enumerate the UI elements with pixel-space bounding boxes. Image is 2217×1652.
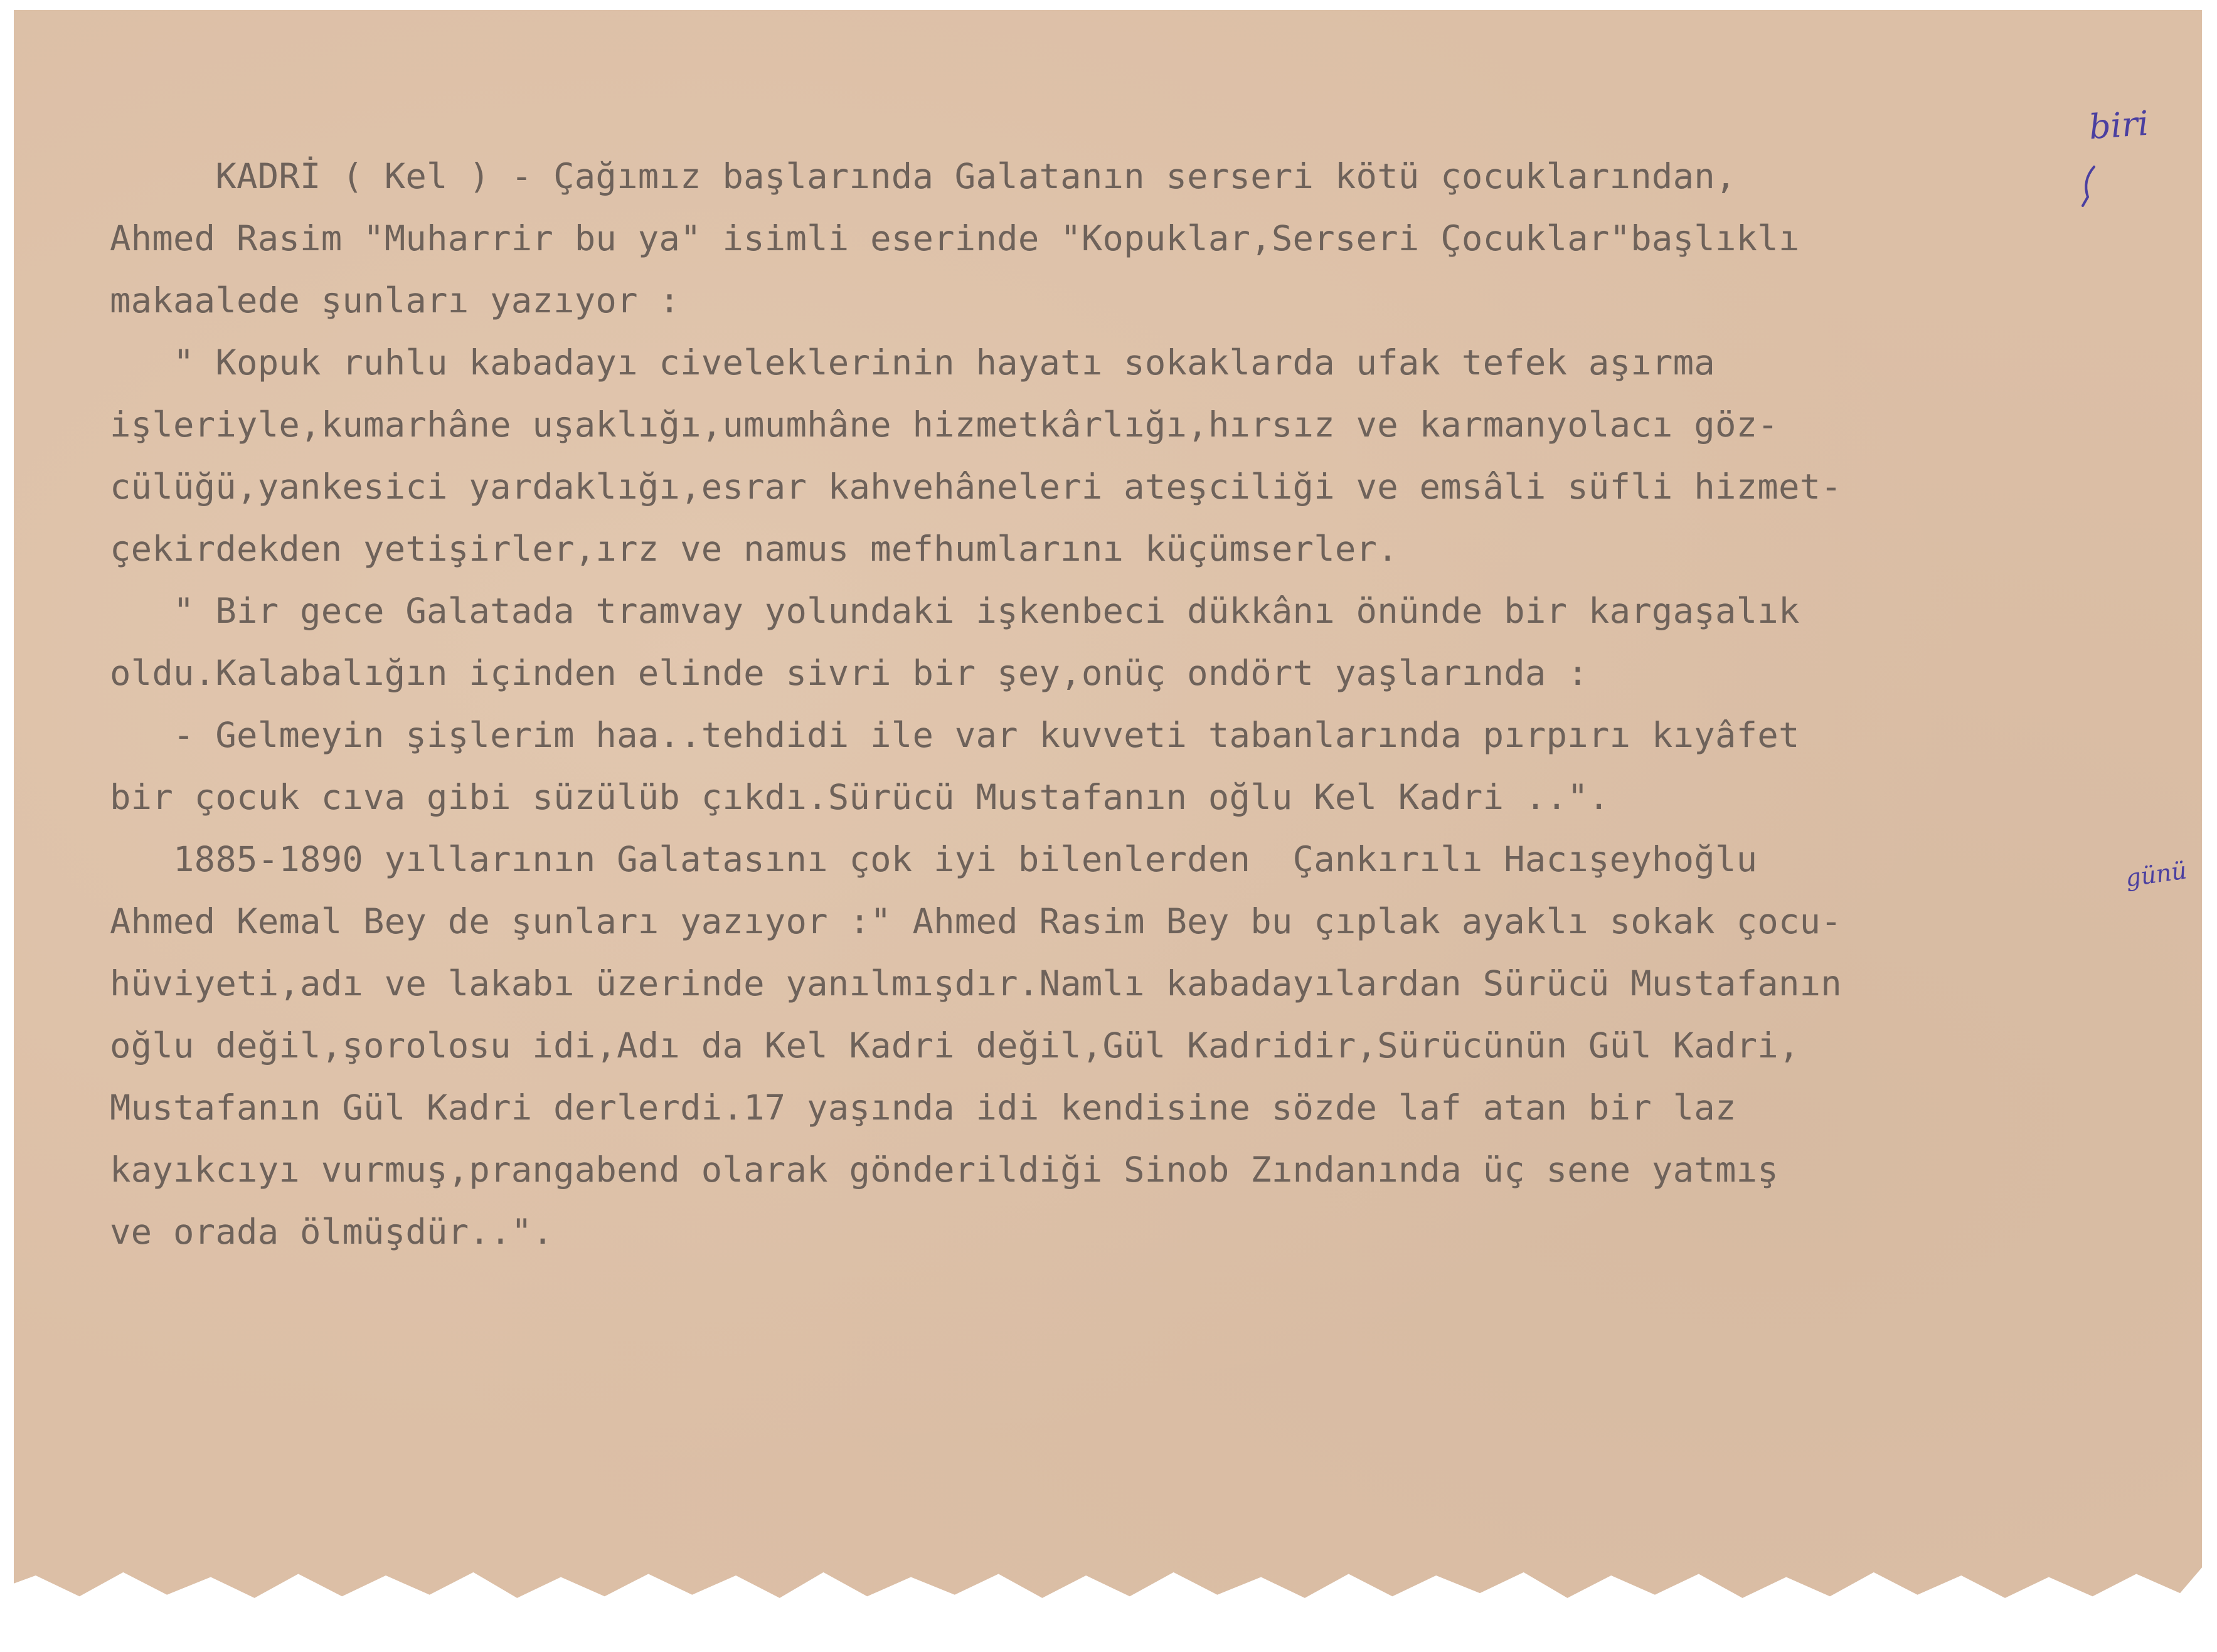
text-line: cülüğü,yankesici yardaklığı,esrar kahvehâneleri ateşciliği ve emsâli süfli hizmet- <box>110 467 1842 507</box>
text-line: makaalede şunları yazıyor : <box>110 280 681 321</box>
text-line: " Bir gece Galatada tramvay yolundaki işkenbeci dükkânı önünde bir kargaşalık <box>110 591 1800 632</box>
text-line: hüviyeti,adı ve lakabı üzerinde yanılmışdır.Namlı kabadayılardan Sürücü Mustafanın <box>110 963 1842 1004</box>
text-line: çekirdekden yetişirler,ırz ve namus mefhumlarını küçümserler. <box>110 529 1398 569</box>
text-line: kayıkcıyı vurmuş,prangabend olarak gönderildiği Sinob Zındanında üç sene yatmış <box>110 1150 1778 1190</box>
text-line: 1885-1890 yıllarının Galatasını çok iyi bilenlerden Çankırılı Hacışeyhoğlu <box>110 839 1758 880</box>
handwritten-note-biri: biri <box>2087 103 2151 147</box>
handwritten-note-gunu: günü <box>2124 856 2189 892</box>
text-line: oldu.Kalabalığın içinden elinde sivri bir şey,onüç ondört yaşlarında : <box>110 653 1588 694</box>
text-line: " Kopuk ruhlu kabadayı civeleklerinin hayatı sokaklarda ufak tefek aşırma <box>110 342 1715 383</box>
text-line: - Gelmeyin şişlerim haa..tehdidi ile var kuvveti tabanlarında pırpırı kıyâfet <box>110 715 1800 756</box>
text-line: oğlu değil,şorolosu idi,Adı da Kel Kadri değil,Gül Kadridir,Sürücünün Gül Kadri, <box>110 1025 1800 1066</box>
text-line: Ahmed Kemal Bey de şunları yazıyor :" Ahmed Rasim Bey bu çıplak ayaklı sokak çocu- <box>110 901 1842 942</box>
typewritten-text <box>110 146 2205 1263</box>
text-line: Ahmed Rasim "Muharrir bu ya" isimli eserinde "Kopuklar,Serseri Çocuklar"başlıklı <box>110 218 1800 259</box>
text-line: işleriyle,kumarhâne uşaklığı,umumhâne hizmetkârlığı,hırsız ve karmanyolacı göz- <box>110 405 1778 445</box>
text-line: Mustafanın Gül Kadri derlerdi.17 yaşında idi kendisine sözde laf atan bir laz <box>110 1088 1736 1128</box>
pen-insertion-mark <box>2080 164 2099 208</box>
text-line: ve orada ölmüşdür..". <box>110 1212 554 1252</box>
text-line: bir çocuk cıva gibi süzülüb çıkdı.Sürücü Mustafanın oğlu Kel Kadri ..". <box>110 777 1610 818</box>
text-line: KADRİ ( Kel ) - Çağımız başlarında Galatanın serseri kötü çocuklarından, <box>110 156 1736 197</box>
